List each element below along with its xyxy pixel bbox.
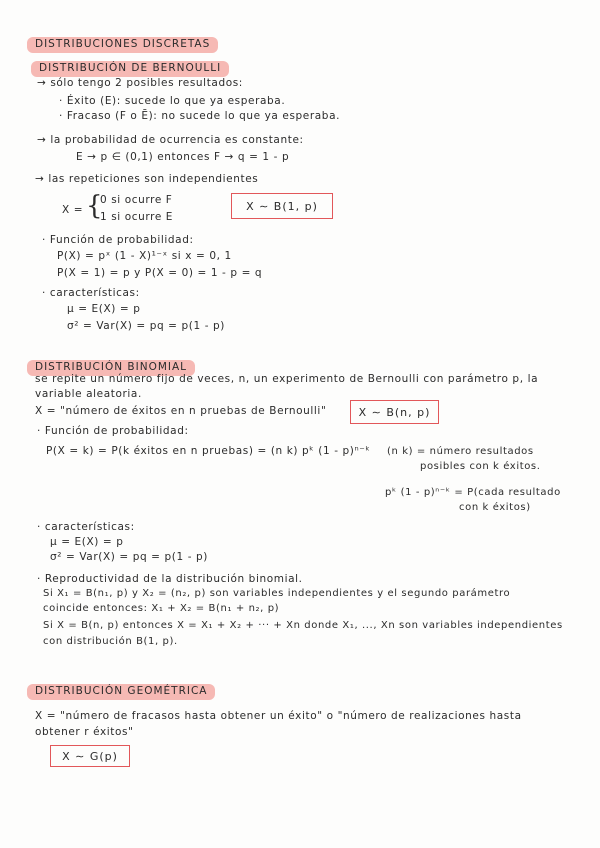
bernoulli-line: E → p ∈ (0,1) entonces F → q = 1 - p — [76, 151, 290, 163]
section-title-discretas: DISTRIBUCIONES DISCRETAS — [27, 37, 218, 53]
bernoulli-formula: σ² = Var(X) = pq = p(1 - p) — [67, 320, 225, 332]
binomial-line: · Función de probabilidad: — [37, 425, 189, 437]
variable-definition: X = — [62, 204, 84, 216]
bernoulli-line: · características: — [42, 287, 140, 299]
binomial-line: coincide entonces: X₁ + X₂ = B(n₁ + n₂, p) — [43, 603, 280, 614]
section-title-bernoulli: DISTRIBUCIÓN DE BERNOULLI — [31, 61, 229, 77]
bernoulli-notation-box: X ∼ B(1, p) — [231, 193, 333, 219]
geometrica-line: X = "número de fracasos hasta obtener un éxito" o "número de realizaciones hasta — [35, 710, 522, 722]
binomial-notation-box: X ∼ B(n, p) — [350, 400, 439, 424]
case-line: 1 si ocurre E — [100, 211, 174, 223]
binomial-line: se repite un número fijo de veces, n, un experimento de Bernoulli con parámetro p, la — [35, 373, 539, 385]
bernoulli-line: → las repeticiones son independientes — [35, 173, 259, 185]
section-title-geometrica: DISTRIBUCIÓN GEOMÉTRICA — [27, 684, 215, 700]
binomial-line: Si X₁ = B(n₁, p) y X₂ = (n₂, p) son variables independientes y el segundo parámetro — [43, 588, 511, 599]
brace-symbol: { — [86, 191, 103, 221]
binomial-line: · Reproductividad de la distribución binomial. — [37, 573, 303, 585]
binomial-line: Si X = B(n, p) entonces X = X₁ + X₂ + ··· + Xn donde X₁, ..., Xn son variables independientes — [43, 620, 563, 631]
binomial-line: · características: — [37, 521, 135, 533]
binomial-formula: P(X = k) = P(k éxitos en n pruebas) = (n k) pᵏ (1 - p)ⁿ⁻ᵏ — [46, 445, 371, 457]
binomial-note: posibles con k éxitos. — [420, 461, 541, 472]
binomial-note: con k éxitos) — [459, 502, 531, 513]
binomial-line: X = "número de éxitos en n pruebas de Bernoulli" — [35, 405, 327, 417]
binomial-line: con distribución B(1, p). — [43, 636, 178, 647]
bernoulli-line: · Función de probabilidad: — [42, 234, 194, 246]
binomial-formula: μ = E(X) = p — [50, 536, 124, 548]
geometrica-notation-box: X ∼ G(p) — [50, 745, 130, 767]
bernoulli-line: · Éxito (E): sucede lo que ya esperaba. — [59, 95, 286, 107]
bernoulli-formula: P(X) = pˣ (1 - X)¹⁻ˣ si x = 0, 1 — [57, 250, 232, 262]
case-line: 0 si ocurre F — [100, 194, 173, 206]
section-title-binomial: DISTRIBUCIÓN BINOMIAL — [27, 360, 195, 376]
bernoulli-line: → la probabilidad de ocurrencia es constante: — [37, 134, 304, 146]
binomial-note: (n k) = número resultados — [387, 446, 534, 457]
binomial-note: pᵏ (1 - p)ⁿ⁻ᵏ = P(cada resultado — [385, 487, 561, 498]
binomial-formula: σ² = Var(X) = pq = p(1 - p) — [50, 551, 208, 563]
bernoulli-line: · Fracaso (F o Ē): no sucede lo que ya esperaba. — [59, 110, 341, 122]
bernoulli-line: → sólo tengo 2 posibles resultados: — [37, 77, 243, 89]
bernoulli-formula: P(X = 1) = p y P(X = 0) = 1 - p = q — [57, 267, 263, 279]
geometrica-line: obtener r éxitos" — [35, 726, 134, 738]
binomial-line: variable aleatoria. — [35, 388, 142, 400]
bernoulli-formula: μ = E(X) = p — [67, 303, 141, 315]
